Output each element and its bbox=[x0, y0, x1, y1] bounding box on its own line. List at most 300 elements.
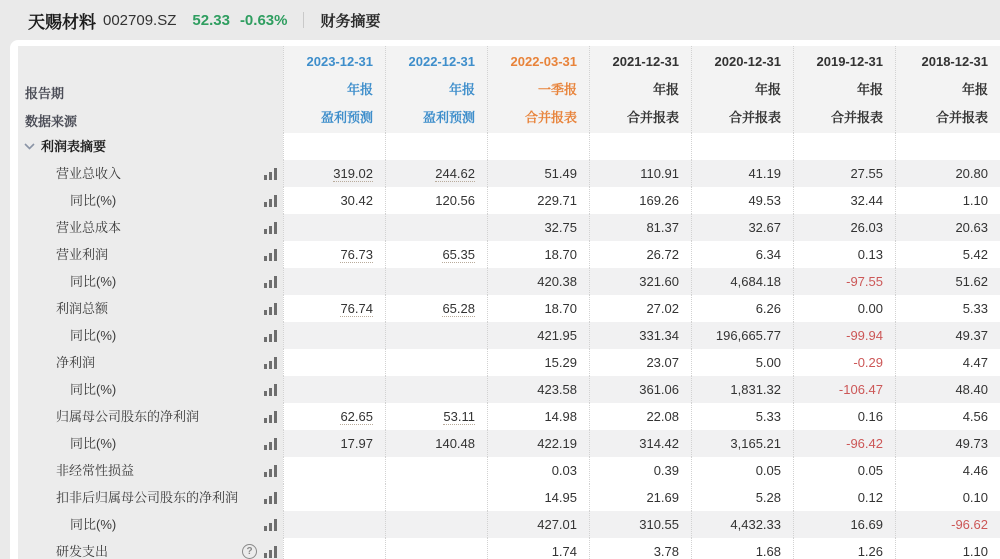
value-cell bbox=[385, 511, 487, 538]
cell-value[interactable]: 76.74 bbox=[340, 301, 373, 316]
cell-value: 32.75 bbox=[544, 220, 577, 235]
value-cell bbox=[283, 268, 385, 295]
cell-value: 3.78 bbox=[653, 544, 679, 559]
cell-value: 41.19 bbox=[748, 166, 781, 181]
section-row-income-statement bbox=[18, 133, 1000, 160]
row-icons bbox=[264, 222, 277, 234]
cell-value: 3,165.21 bbox=[730, 436, 781, 451]
cell-value: -0.29 bbox=[853, 355, 883, 370]
row-label: 扣非后归属母公司股东的净利润 bbox=[56, 490, 239, 505]
cell-value: 422.19 bbox=[537, 436, 577, 451]
value-cell bbox=[385, 241, 487, 268]
value-cell bbox=[691, 322, 793, 349]
value-cell bbox=[487, 187, 589, 214]
cell-value: 331.34 bbox=[639, 328, 679, 343]
value-cell bbox=[283, 376, 385, 403]
cell-value: 17.97 bbox=[340, 436, 373, 451]
bar-chart-icon[interactable] bbox=[264, 222, 277, 234]
value-cell bbox=[487, 430, 589, 457]
column-header-2022-03-31 bbox=[487, 46, 589, 133]
value-cell bbox=[487, 322, 589, 349]
column-period-type: 年报 bbox=[754, 82, 781, 97]
cell-value: 5.42 bbox=[962, 247, 988, 262]
value-cell bbox=[895, 457, 1000, 484]
cell-value[interactable]: 319.02 bbox=[333, 166, 373, 181]
cell-value: 1.26 bbox=[857, 544, 883, 559]
cell-value: 427.01 bbox=[537, 517, 577, 532]
cell-value: 26.72 bbox=[646, 247, 679, 262]
top-bar bbox=[0, 0, 1000, 40]
cell-value: 0.05 bbox=[755, 463, 781, 478]
cell-value[interactable]: 244.62 bbox=[435, 166, 475, 181]
row-label: 同比(%) bbox=[70, 436, 117, 451]
cell-value[interactable]: 65.28 bbox=[442, 301, 475, 316]
column-date: 2022-12-31 bbox=[408, 54, 475, 69]
cell-value: 0.12 bbox=[857, 490, 883, 505]
cell-value: 1.68 bbox=[755, 544, 781, 559]
column-header-2022-12-31 bbox=[385, 46, 487, 133]
column-period-type: 年报 bbox=[346, 82, 373, 97]
cell-value: 20.63 bbox=[955, 220, 988, 235]
cell-value: 27.02 bbox=[646, 301, 679, 316]
value-cell bbox=[487, 457, 589, 484]
value-cell bbox=[895, 484, 1000, 511]
column-data-source: 合并报表 bbox=[728, 110, 781, 125]
cell-value: 15.29 bbox=[544, 355, 577, 370]
column-data-source: 合并报表 bbox=[524, 110, 577, 125]
row-label: 同比(%) bbox=[70, 328, 117, 343]
cell-value[interactable]: 53.11 bbox=[443, 409, 475, 424]
row-icons bbox=[264, 411, 277, 423]
value-cell bbox=[691, 538, 793, 559]
value-cell bbox=[283, 214, 385, 241]
cell-value: -96.62 bbox=[951, 517, 988, 532]
value-cell bbox=[691, 511, 793, 538]
cell-value: 18.70 bbox=[544, 247, 577, 262]
value-cell bbox=[793, 403, 895, 430]
cell-value: 48.40 bbox=[955, 382, 988, 397]
value-cell bbox=[691, 160, 793, 187]
value-cell bbox=[385, 295, 487, 322]
table-row bbox=[18, 241, 1000, 268]
row-label-cell bbox=[18, 457, 283, 484]
divider bbox=[303, 12, 304, 28]
value-cell bbox=[895, 403, 1000, 430]
row-icons bbox=[264, 492, 277, 504]
row-label-header bbox=[18, 46, 283, 133]
cell-value: 4.56 bbox=[962, 409, 988, 424]
cell-value: 5.00 bbox=[755, 355, 781, 370]
value-cell bbox=[283, 403, 385, 430]
cell-value: 0.39 bbox=[653, 463, 679, 478]
cell-value: 49.53 bbox=[748, 193, 781, 208]
cell-value: 5.28 bbox=[755, 490, 781, 505]
cell-value: 314.42 bbox=[639, 436, 679, 451]
row-label-cell bbox=[18, 322, 283, 349]
table-row bbox=[18, 349, 1000, 376]
cell-value: 16.69 bbox=[850, 517, 883, 532]
value-cell bbox=[283, 295, 385, 322]
row-label: 同比(%) bbox=[70, 517, 117, 532]
value-cell bbox=[283, 160, 385, 187]
value-cell bbox=[895, 322, 1000, 349]
cell-value: 0.10 bbox=[962, 490, 988, 505]
bar-chart-icon[interactable] bbox=[264, 276, 277, 288]
value-cell bbox=[895, 187, 1000, 214]
bar-chart-icon[interactable] bbox=[264, 519, 277, 531]
value-cell bbox=[691, 484, 793, 511]
cell-value: 110.91 bbox=[640, 166, 679, 181]
row-label: 归属母公司股东的净利润 bbox=[56, 409, 200, 424]
row-label: 研发支出 bbox=[56, 544, 109, 559]
row-label-cell bbox=[18, 484, 283, 511]
section-empty-cell bbox=[385, 133, 487, 160]
column-header-2018-12-31 bbox=[895, 46, 1000, 133]
bar-chart-icon[interactable] bbox=[264, 195, 277, 207]
value-cell bbox=[895, 349, 1000, 376]
row-icons bbox=[264, 249, 277, 261]
value-cell bbox=[691, 376, 793, 403]
row-icons bbox=[264, 168, 277, 180]
cell-value: 21.69 bbox=[646, 490, 679, 505]
cell-value: 5.33 bbox=[962, 301, 988, 316]
row-icons bbox=[264, 465, 277, 477]
value-cell bbox=[895, 511, 1000, 538]
cell-value[interactable]: 65.35 bbox=[442, 247, 475, 262]
row-icons bbox=[264, 195, 277, 207]
value-cell bbox=[589, 187, 691, 214]
value-cell bbox=[589, 538, 691, 559]
cell-value: 361.06 bbox=[639, 382, 679, 397]
value-cell bbox=[385, 430, 487, 457]
cell-value: -106.47 bbox=[838, 382, 883, 397]
value-cell bbox=[895, 538, 1000, 559]
cell-value: 5.33 bbox=[755, 409, 781, 424]
table-row bbox=[18, 538, 1000, 559]
column-date: 2020-12-31 bbox=[714, 54, 781, 69]
row-label: 利润总额 bbox=[56, 301, 109, 316]
value-cell bbox=[895, 430, 1000, 457]
cell-value: 120.56 bbox=[435, 193, 475, 208]
value-cell bbox=[283, 511, 385, 538]
value-cell bbox=[589, 457, 691, 484]
value-cell bbox=[385, 349, 487, 376]
column-header-2021-12-31 bbox=[589, 46, 691, 133]
value-cell bbox=[283, 538, 385, 559]
value-cell bbox=[487, 241, 589, 268]
value-cell bbox=[385, 484, 487, 511]
cell-value: 27.55 bbox=[850, 166, 883, 181]
report-period-label: 报告期 bbox=[25, 86, 65, 101]
table-row bbox=[18, 160, 1000, 187]
value-cell bbox=[487, 484, 589, 511]
row-label-cell bbox=[18, 268, 283, 295]
data-source-label: 数据来源 bbox=[25, 114, 78, 129]
value-cell bbox=[691, 214, 793, 241]
cell-value: -96.42 bbox=[846, 436, 883, 451]
value-cell bbox=[283, 349, 385, 376]
bar-chart-icon[interactable] bbox=[264, 168, 277, 180]
value-cell bbox=[589, 322, 691, 349]
value-cell bbox=[385, 322, 487, 349]
column-data-source: 合并报表 bbox=[830, 110, 883, 125]
row-label-cell bbox=[18, 538, 283, 559]
column-date: 2023-12-31 bbox=[306, 54, 373, 69]
cell-value: 169.26 bbox=[639, 193, 679, 208]
value-cell bbox=[793, 214, 895, 241]
value-cell bbox=[283, 457, 385, 484]
cell-value: -99.94 bbox=[846, 328, 883, 343]
value-cell bbox=[589, 268, 691, 295]
value-cell bbox=[793, 241, 895, 268]
value-cell bbox=[385, 160, 487, 187]
value-cell bbox=[283, 430, 385, 457]
cell-value: 423.58 bbox=[537, 382, 577, 397]
value-cell bbox=[385, 376, 487, 403]
column-data-source: 合并报表 bbox=[935, 110, 988, 125]
value-cell bbox=[487, 295, 589, 322]
financial-summary-card bbox=[10, 40, 1000, 559]
table-row bbox=[18, 511, 1000, 538]
value-cell bbox=[589, 403, 691, 430]
value-cell bbox=[793, 538, 895, 559]
cell-value: 1.10 bbox=[962, 544, 988, 559]
row-label: 营业总成本 bbox=[56, 220, 122, 235]
bar-chart-icon[interactable] bbox=[264, 465, 277, 477]
cell-value: 1.10 bbox=[962, 193, 988, 208]
value-cell bbox=[895, 376, 1000, 403]
value-cell bbox=[487, 268, 589, 295]
row-label-cell bbox=[18, 241, 283, 268]
column-date: 2018-12-31 bbox=[921, 54, 988, 69]
cell-value: 1,831.32 bbox=[730, 382, 781, 397]
row-label: 营业总收入 bbox=[56, 166, 122, 181]
value-cell bbox=[487, 538, 589, 559]
table-row bbox=[18, 295, 1000, 322]
value-cell bbox=[589, 241, 691, 268]
cell-value: 6.34 bbox=[755, 247, 781, 262]
value-cell bbox=[487, 160, 589, 187]
row-label-cell bbox=[18, 403, 283, 430]
cell-value: 49.73 bbox=[955, 436, 988, 451]
value-cell bbox=[793, 484, 895, 511]
value-cell bbox=[793, 430, 895, 457]
value-cell bbox=[385, 403, 487, 430]
cell-value: 4,684.18 bbox=[730, 274, 781, 289]
row-label: 净利润 bbox=[56, 355, 96, 370]
cell-value: -97.55 bbox=[846, 274, 883, 289]
value-cell bbox=[283, 484, 385, 511]
value-cell bbox=[895, 241, 1000, 268]
row-icons bbox=[264, 384, 277, 396]
value-cell bbox=[487, 349, 589, 376]
help-icon[interactable]: ? bbox=[242, 544, 257, 559]
row-label-cell bbox=[18, 295, 283, 322]
row-label: 营业利润 bbox=[56, 247, 109, 262]
value-cell bbox=[385, 187, 487, 214]
column-period-type: 年报 bbox=[448, 82, 475, 97]
value-cell bbox=[385, 268, 487, 295]
column-date: 2022-03-31 bbox=[510, 54, 577, 69]
cell-value: 4.47 bbox=[962, 355, 988, 370]
value-cell bbox=[589, 376, 691, 403]
bar-chart-icon[interactable] bbox=[264, 384, 277, 396]
section-empty-cell bbox=[487, 133, 589, 160]
stock-price: 52.33 bbox=[192, 11, 230, 29]
value-cell bbox=[589, 214, 691, 241]
cell-value: 0.16 bbox=[857, 409, 883, 424]
table-row bbox=[18, 376, 1000, 403]
column-period-type: 年报 bbox=[856, 82, 883, 97]
cell-value: 49.37 bbox=[955, 328, 988, 343]
cell-value: 23.07 bbox=[646, 355, 679, 370]
row-icons bbox=[264, 519, 277, 531]
cell-value: 4,432.33 bbox=[730, 517, 781, 532]
stock-code: 002709.SZ bbox=[103, 11, 177, 29]
cell-value: 0.05 bbox=[857, 463, 883, 478]
column-header-2019-12-31 bbox=[793, 46, 895, 133]
row-icons bbox=[264, 276, 277, 288]
value-cell bbox=[895, 268, 1000, 295]
chevron-down-icon bbox=[24, 143, 35, 150]
bar-chart-icon[interactable] bbox=[264, 438, 277, 450]
cell-value: 321.60 bbox=[639, 274, 679, 289]
table-row bbox=[18, 484, 1000, 511]
section-empty-cell bbox=[283, 133, 385, 160]
value-cell bbox=[793, 268, 895, 295]
bar-chart-icon[interactable] bbox=[264, 330, 277, 342]
row-icons bbox=[242, 544, 277, 559]
cell-value: 51.49 bbox=[544, 166, 577, 181]
section-toggle[interactable] bbox=[18, 133, 283, 160]
bar-chart-icon[interactable] bbox=[264, 357, 277, 369]
value-cell bbox=[589, 160, 691, 187]
section-empty-cell bbox=[793, 133, 895, 160]
bar-chart-icon[interactable] bbox=[264, 411, 277, 423]
value-cell bbox=[385, 214, 487, 241]
value-cell bbox=[793, 187, 895, 214]
table-row bbox=[18, 403, 1000, 430]
cell-value: 140.48 bbox=[435, 436, 475, 451]
value-cell bbox=[691, 295, 793, 322]
cell-value: 196,665.77 bbox=[715, 328, 781, 343]
section-label: 利润表摘要 bbox=[41, 139, 107, 154]
table-row bbox=[18, 430, 1000, 457]
row-label-cell bbox=[18, 376, 283, 403]
column-period-type: 年报 bbox=[652, 82, 679, 97]
cell-value: 14.95 bbox=[544, 490, 577, 505]
row-label: 同比(%) bbox=[70, 193, 117, 208]
table-row bbox=[18, 457, 1000, 484]
cell-value: 0.00 bbox=[857, 301, 883, 316]
value-cell bbox=[691, 349, 793, 376]
value-cell bbox=[589, 349, 691, 376]
section-empty-cell bbox=[589, 133, 691, 160]
value-cell bbox=[691, 241, 793, 268]
value-cell bbox=[793, 349, 895, 376]
column-data-source: 合并报表 bbox=[626, 110, 679, 125]
row-label-cell bbox=[18, 430, 283, 457]
row-label-cell bbox=[18, 214, 283, 241]
cell-value: 32.44 bbox=[850, 193, 883, 208]
value-cell bbox=[895, 160, 1000, 187]
value-cell bbox=[793, 457, 895, 484]
cell-value: 0.13 bbox=[857, 247, 883, 262]
row-label-cell bbox=[18, 160, 283, 187]
cell-value: 81.37 bbox=[646, 220, 679, 235]
column-data-source: 盈利预测 bbox=[320, 110, 373, 125]
row-label: 非经常性损益 bbox=[56, 463, 135, 478]
cell-value: 20.80 bbox=[955, 166, 988, 181]
cell-value: 30.42 bbox=[340, 193, 373, 208]
value-cell bbox=[691, 430, 793, 457]
tab-financial-summary[interactable]: 财务摘要 bbox=[320, 12, 381, 30]
bar-chart-icon[interactable] bbox=[264, 546, 277, 558]
row-label: 同比(%) bbox=[70, 274, 117, 289]
cell-value[interactable]: 62.65 bbox=[340, 409, 373, 424]
table-row bbox=[18, 214, 1000, 241]
value-cell bbox=[283, 241, 385, 268]
cell-value[interactable]: 76.73 bbox=[340, 247, 373, 262]
value-cell bbox=[385, 457, 487, 484]
column-data-source: 盈利预测 bbox=[422, 110, 475, 125]
cell-value: 4.46 bbox=[962, 463, 988, 478]
table-body bbox=[18, 160, 1000, 559]
row-icons bbox=[264, 438, 277, 450]
row-label-cell bbox=[18, 349, 283, 376]
value-cell bbox=[691, 268, 793, 295]
value-cell bbox=[793, 322, 895, 349]
value-cell bbox=[895, 214, 1000, 241]
cell-value: 26.03 bbox=[850, 220, 883, 235]
row-label: 同比(%) bbox=[70, 382, 117, 397]
table-row bbox=[18, 187, 1000, 214]
column-date: 2021-12-31 bbox=[612, 54, 679, 69]
cell-value: 22.08 bbox=[646, 409, 679, 424]
value-cell bbox=[589, 295, 691, 322]
cell-value: 51.62 bbox=[955, 274, 988, 289]
bar-chart-icon[interactable] bbox=[264, 303, 277, 315]
row-icons bbox=[264, 330, 277, 342]
value-cell bbox=[487, 376, 589, 403]
bar-chart-icon[interactable] bbox=[264, 492, 277, 504]
column-header-2020-12-31 bbox=[691, 46, 793, 133]
row-icons bbox=[264, 303, 277, 315]
value-cell bbox=[589, 484, 691, 511]
bar-chart-icon[interactable] bbox=[264, 249, 277, 261]
value-cell bbox=[589, 511, 691, 538]
value-cell bbox=[487, 511, 589, 538]
value-cell bbox=[283, 322, 385, 349]
cell-value: 14.98 bbox=[544, 409, 577, 424]
value-cell bbox=[691, 403, 793, 430]
value-cell bbox=[793, 511, 895, 538]
value-cell bbox=[691, 457, 793, 484]
section-empty-cell bbox=[691, 133, 793, 160]
value-cell bbox=[283, 187, 385, 214]
table-header bbox=[18, 40, 1000, 133]
row-label-cell bbox=[18, 187, 283, 214]
cell-value: 310.55 bbox=[639, 517, 679, 532]
cell-value: 6.26 bbox=[755, 301, 781, 316]
value-cell bbox=[487, 214, 589, 241]
cell-value: 420.38 bbox=[537, 274, 577, 289]
row-label-cell bbox=[18, 511, 283, 538]
column-header-2023-12-31 bbox=[283, 46, 385, 133]
cell-value: 32.67 bbox=[748, 220, 781, 235]
row-icons bbox=[264, 357, 277, 369]
stock-change-percent: -0.63% bbox=[239, 11, 288, 29]
